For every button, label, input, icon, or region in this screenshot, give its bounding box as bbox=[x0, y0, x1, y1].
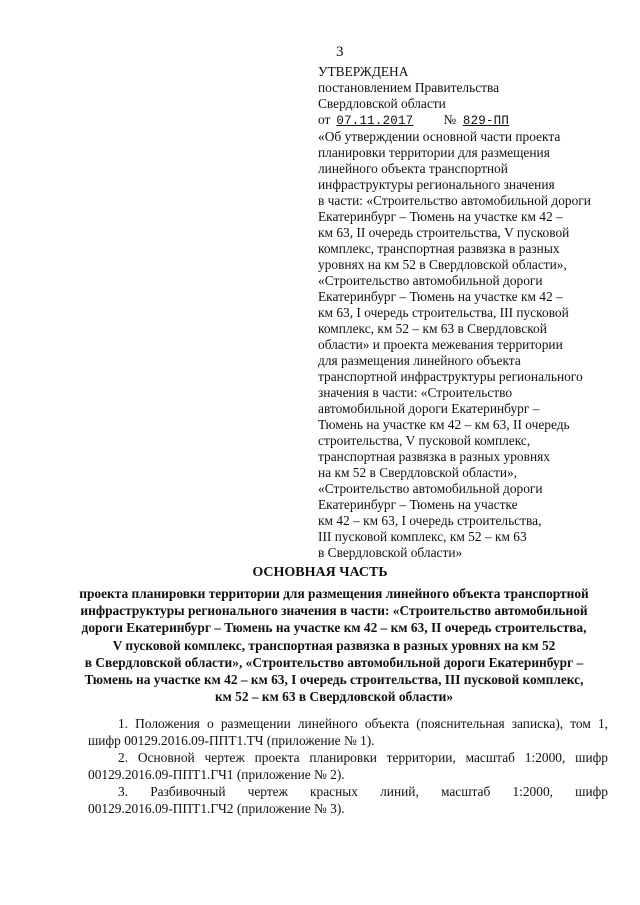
approval-line-2: Свердловской области bbox=[318, 96, 446, 111]
subtitle bbox=[60, 585, 608, 705]
subtitle-line: V пусковой комплекс, транспортная развязка в разных уровнях на км 52 bbox=[112, 637, 556, 653]
approval-title-line: транспортная развязка в разных уровнях bbox=[318, 449, 550, 464]
approval-block bbox=[318, 64, 618, 561]
subtitle-line: км 52 – км 63 в Свердловской области» bbox=[214, 689, 454, 705]
list-item-continuation: 00129.2016.09-ППТ1.ГЧ1 (приложение № 2). bbox=[88, 767, 345, 782]
list-item: 3. Разбивочный чертеж красных линий, масштаб 1:2000, шифр bbox=[118, 784, 608, 799]
list-item-continuation: шифр 00129.2016.09-ППТ1.ТЧ (приложение № 1). bbox=[88, 733, 375, 748]
approval-title-line: «Об утверждении основной части проекта bbox=[318, 129, 561, 144]
approval-title-line: км 63, I очередь строительства, III пусковой bbox=[318, 305, 569, 320]
list-item-continuation: 00129.2016.09-ППТ1.ГЧ2 (приложение № 3). bbox=[88, 801, 345, 816]
approval-title-line: планировки территории для размещения bbox=[318, 145, 550, 160]
subtitle-line: дороги Екатеринбург – Тюмень на участке км 42 – км 63, II очередь строительства, bbox=[81, 620, 587, 636]
approval-line-1: постановлением Правительства bbox=[318, 80, 500, 95]
approval-title-line: Екатеринбург – Тюмень на участке км 42 – bbox=[318, 209, 563, 224]
approval-date: 07.11.2017 bbox=[336, 114, 414, 128]
number-prefix: № bbox=[443, 112, 457, 127]
approval-title-line: км 63, II очередь строительства, V пусковой bbox=[318, 225, 570, 240]
approval-title-line: линейного объекта транспортной bbox=[318, 161, 508, 176]
main-heading: ОСНОВНАЯ ЧАСТЬ bbox=[252, 565, 388, 580]
annex-list bbox=[88, 715, 608, 817]
list-item: 2. Основной чертеж проекта планировки территории, масштаб 1:2000, шифр bbox=[118, 750, 608, 765]
approval-heading: УТВЕРЖДЕНА bbox=[318, 64, 409, 79]
subtitle-line: инфраструктуры регионального значения в части: «Строительство автомобильной bbox=[80, 603, 588, 619]
list-item: 1. Положения о размещении линейного объекта (пояснительная записка), том 1, bbox=[118, 716, 608, 731]
approval-title-line: Тюмень на участке км 42 – км 63, II очередь bbox=[318, 417, 570, 432]
page-number: 3 bbox=[336, 44, 344, 60]
approval-title-line: значения в части: «Строительство bbox=[318, 385, 513, 400]
approval-title-line: км 42 – км 63, I очередь строительства, bbox=[318, 513, 542, 528]
approval-title-line: уровнях на км 52 в Свердловской области», bbox=[318, 257, 567, 272]
approval-title-line: комплекс, транспортная развязка в разных bbox=[318, 241, 560, 256]
approval-title-line: транспортной инфраструктуры регионального bbox=[318, 369, 583, 384]
subtitle-line: в Свердловской области», «Строительство автомобильной дороги Екатеринбург – bbox=[84, 654, 584, 670]
approval-title-line: в Свердловской области» bbox=[318, 545, 463, 560]
date-prefix: от bbox=[318, 112, 331, 127]
approval-title-line: III пусковой комплекс, км 52 – км 63 bbox=[318, 529, 527, 544]
approval-title-line: Екатеринбург – Тюмень на участке bbox=[318, 497, 518, 512]
approval-number: 829-ПП bbox=[462, 114, 510, 128]
approval-title-line: комплекс, км 52 – км 63 в Свердловской bbox=[318, 321, 547, 336]
approval-title-line: строительства, V пусковой комплекс, bbox=[318, 433, 531, 448]
approval-title-line: на км 52 в Свердловской области», bbox=[318, 465, 518, 480]
approval-date-line bbox=[318, 112, 618, 129]
approval-title-line: Екатеринбург – Тюмень на участке км 42 – bbox=[318, 289, 563, 304]
subtitle-line: проекта планировки территории для размещения линейного объекта транспортной bbox=[79, 586, 589, 601]
approval-title-line: «Строительство автомобильной дороги bbox=[318, 481, 543, 496]
approval-title-line: области» и проекта межевания территории bbox=[318, 337, 563, 352]
subtitle-line: Тюмень на участке км 42 – км 63, I очередь строительства, III пусковой комплекс, bbox=[84, 672, 584, 688]
approval-title-line: в части: «Строительство автомобильной дороги bbox=[318, 193, 591, 208]
approval-title-line: инфраструктуры регионального значения bbox=[318, 177, 555, 192]
approval-title-line: автомобильной дороги Екатеринбург – bbox=[318, 401, 540, 416]
approval-title-line: для размещения линейного объекта bbox=[318, 353, 521, 368]
approval-title-line: «Строительство автомобильной дороги bbox=[318, 273, 543, 288]
